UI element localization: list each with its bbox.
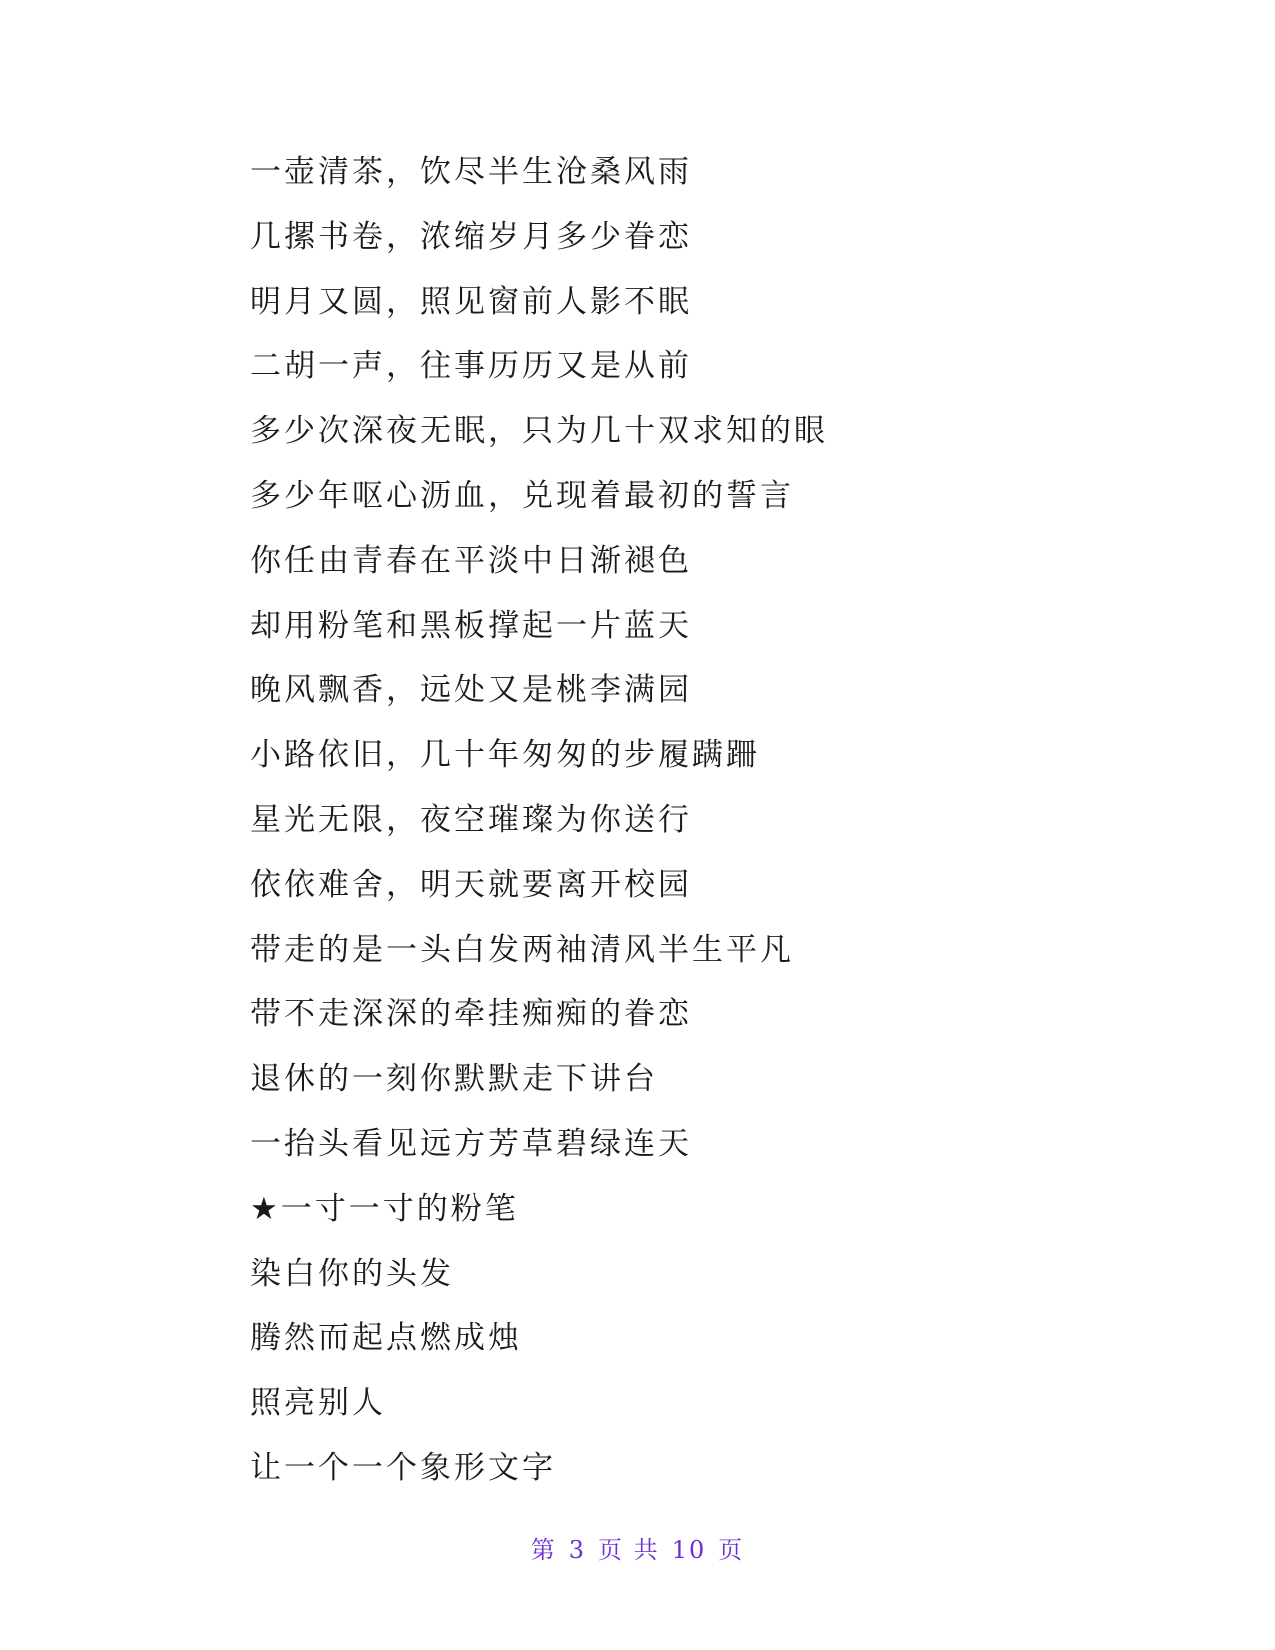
- poem-line: 二胡一声，往事历历又是从前: [250, 348, 692, 385]
- poem-line: 小路依旧，几十年匆匆的步履蹒跚: [250, 737, 760, 774]
- poem-line: 带走的是一头白发两袖清风半生平凡: [250, 931, 794, 968]
- footer-prefix: 第: [530, 1536, 557, 1564]
- poem-line-starred: ★一寸一寸的粉笔: [250, 1190, 519, 1227]
- poem-line: 却用粉笔和黑板撑起一片蓝天: [250, 607, 692, 644]
- poem-line: 星光无限，夜空璀璨为你送行: [250, 801, 692, 838]
- poem-line: 一抬头看见远方芳草碧绿连天: [250, 1125, 692, 1162]
- poem-line: 几摞书卷，浓缩岁月多少眷恋: [250, 218, 692, 255]
- poem-line: 照亮别人: [250, 1385, 386, 1422]
- poem-line: 带不走深深的牵挂痴痴的眷恋: [250, 996, 692, 1033]
- page-number-footer: [0, 1530, 1275, 1565]
- footer-suffix: 页: [718, 1536, 745, 1564]
- footer-middle: 页 共: [598, 1536, 660, 1564]
- poem-line: 依依难舍，明天就要离开校园: [250, 866, 692, 903]
- poem-body: [250, 140, 828, 1501]
- poem-line: 退休的一刻你默默走下讲台: [250, 1061, 658, 1098]
- poem-line: 染白你的头发: [250, 1255, 454, 1292]
- poem-line: 多少年呕心沥血，兑现着最初的誓言: [250, 477, 794, 514]
- poem-line: 明月又圆，照见窗前人影不眠: [250, 283, 692, 320]
- poem-line: 让一个一个象形文字: [250, 1449, 556, 1486]
- poem-line: 你任由青春在平淡中日渐褪色: [250, 542, 692, 579]
- poem-line: 一壶清茶，饮尽半生沧桑风雨: [250, 154, 692, 190]
- total-page-count: 10: [671, 1536, 707, 1564]
- poem-line: 晚风飘香，远处又是桃李满园: [250, 672, 692, 709]
- current-page-number: 3: [568, 1536, 587, 1564]
- poem-line: 腾然而起点燃成烛: [250, 1320, 522, 1357]
- poem-line: 多少次深夜无眠，只为几十双求知的眼: [250, 413, 828, 450]
